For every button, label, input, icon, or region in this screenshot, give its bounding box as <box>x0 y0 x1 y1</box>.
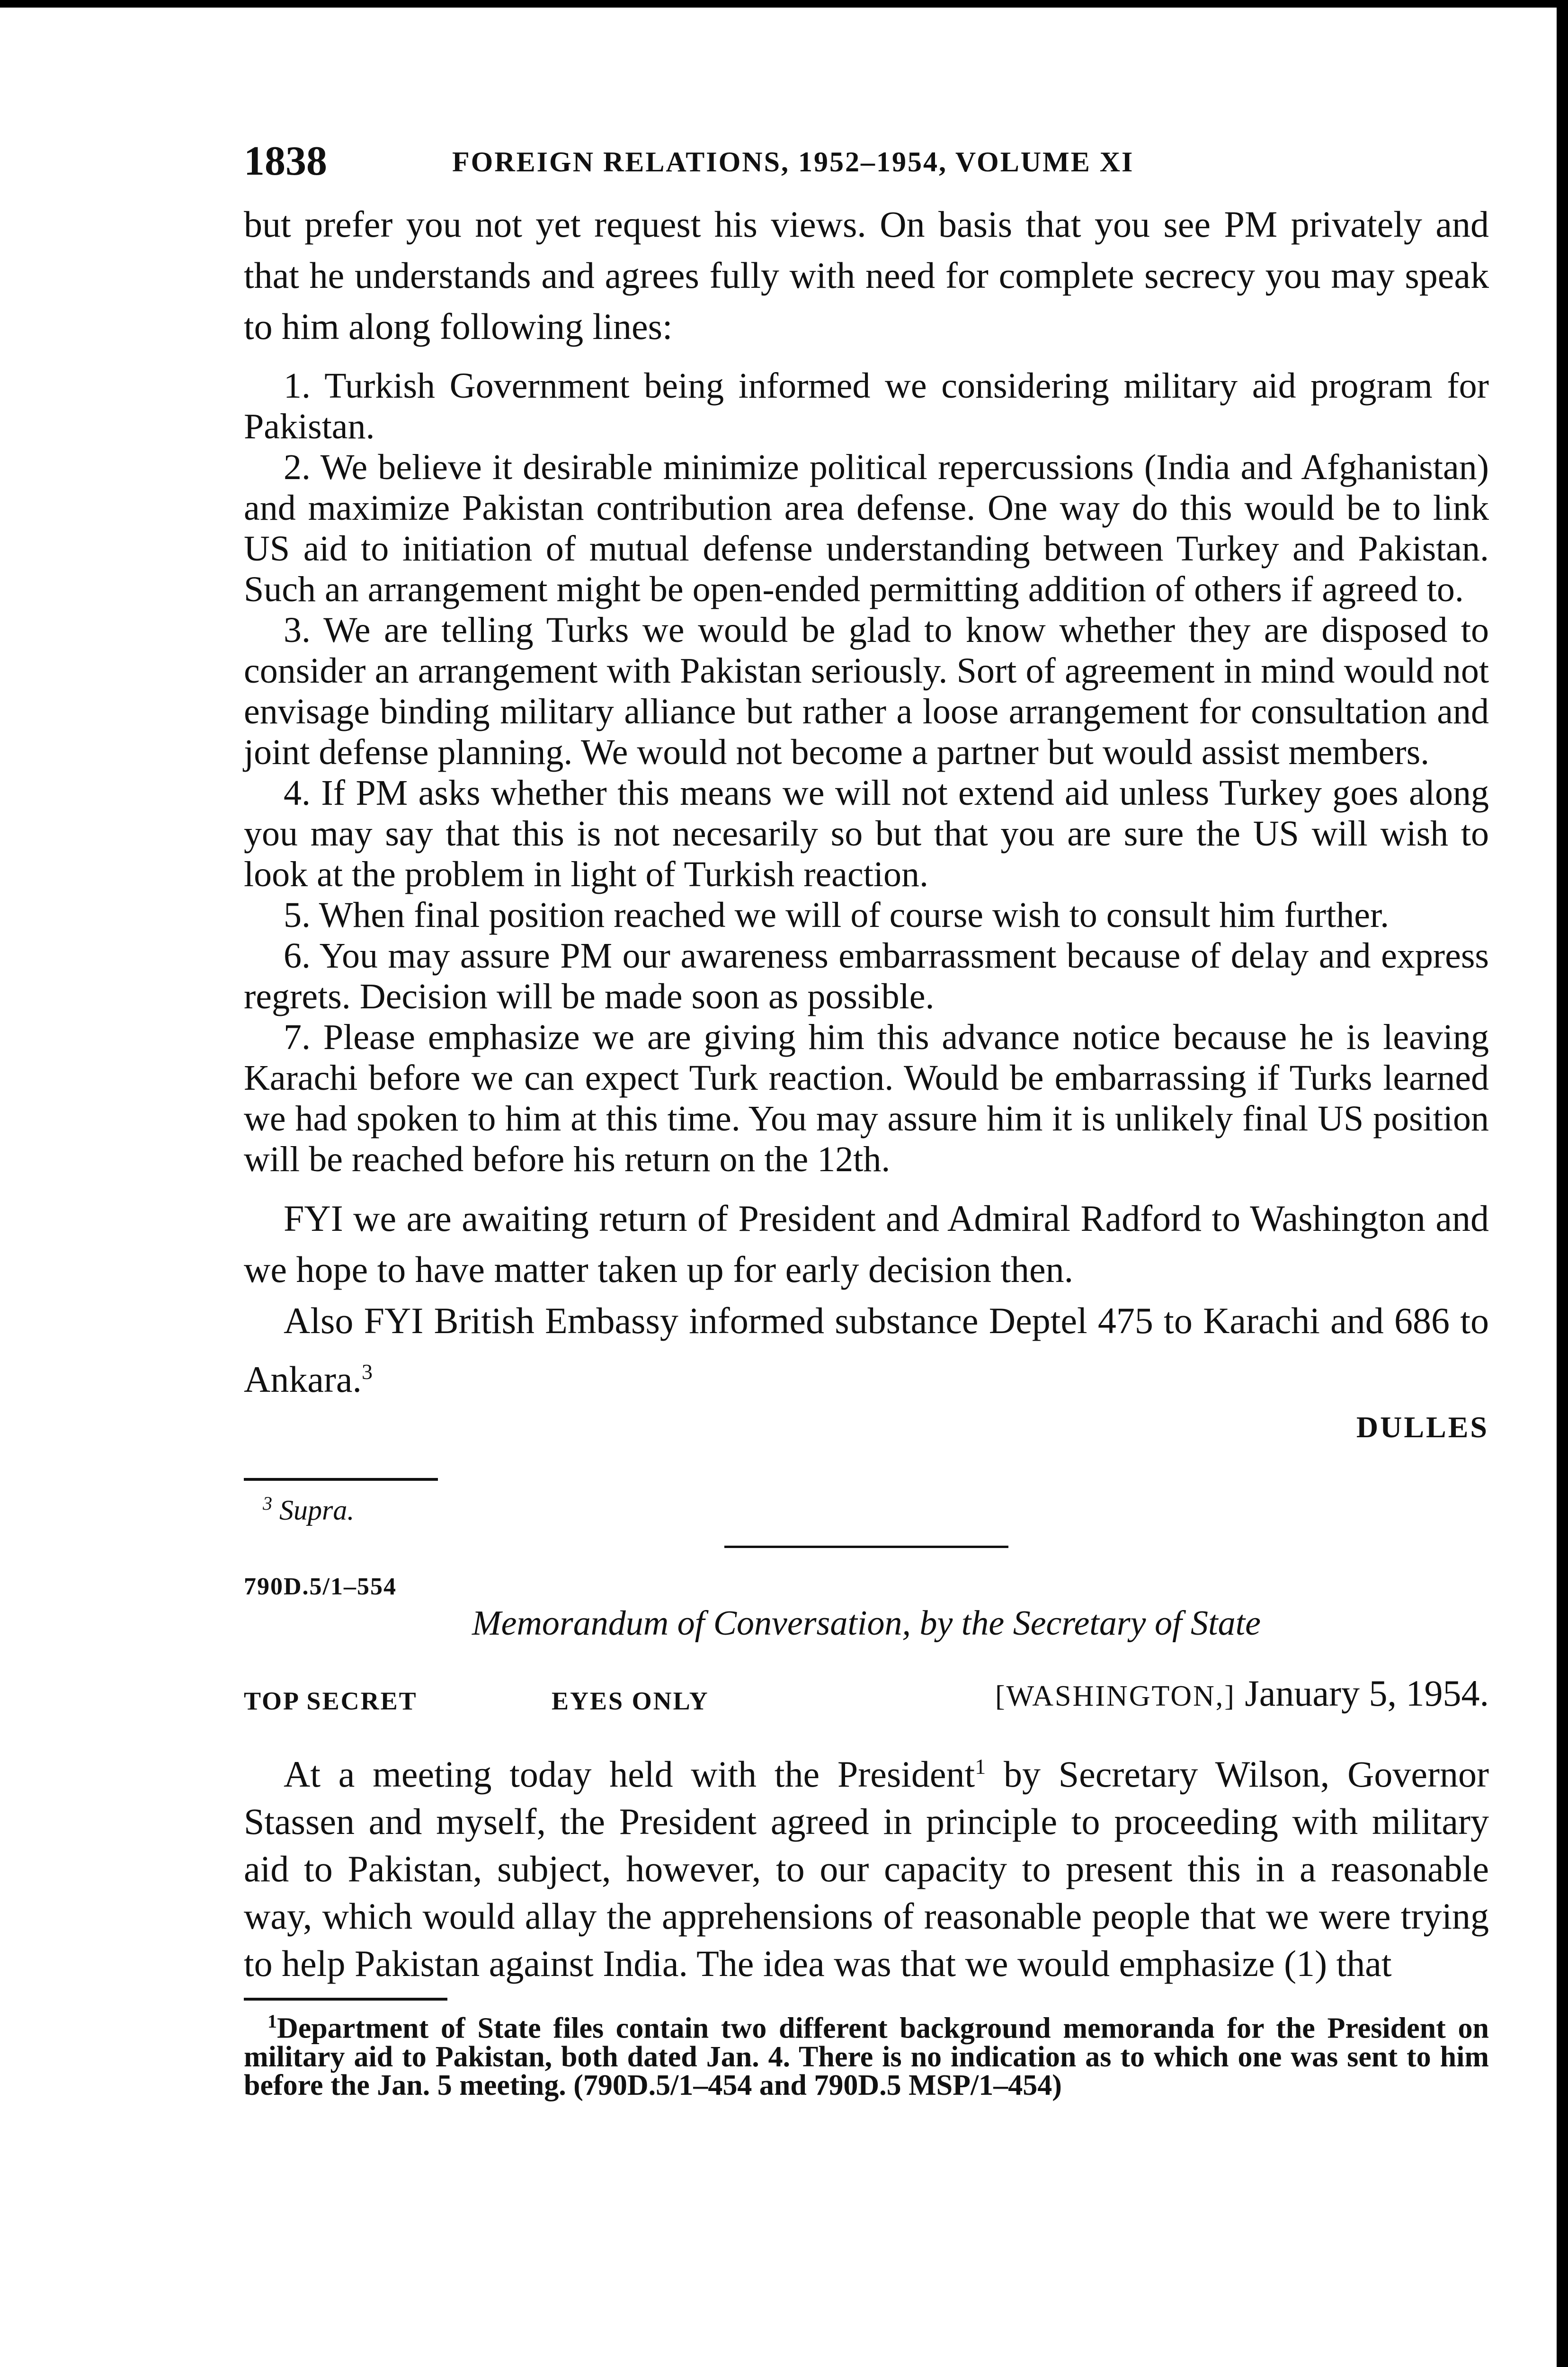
memo-body-text-2: by Secretary Wilson, Governor Stassen and myself, the President agreed in principle to proceeding with military aid to Pakistan, subject, however, to our capacity to present this in a reasonable way, which would allay the apprehensions of reasonable people that we were trying to help Pakistan against India. The idea was that we would emphasize (1) that <box>244 1753 1489 1984</box>
place: [WASHINGTON,] <box>995 1680 1236 1712</box>
footnote-divider <box>244 1998 447 2001</box>
memo-body <box>244 1743 1489 1987</box>
page-number: 1838 <box>244 138 327 184</box>
point-item: 3. We are telling Turks we would be glad to know whether they are disposed to consider an arrangement with Pakistan seriously. Sort of agreement in mind would not envisage binding military alliance but rather a loose arrangement for consultation and joint defense planning. We would not become a partner but would assist members. <box>244 610 1489 772</box>
point-item: 2. We believe it desirable minimize political repercussions (India and Afghanistan) and maximize Pakistan contribution area defense. One way do this would be to link US aid to initiation of mutual defense understanding between Turkey and Pakistan. Such an arrangement might be open-ended permitting addition of others if agreed to. <box>244 447 1489 609</box>
footnote-1 <box>244 2007 1489 2100</box>
running-head <box>244 128 1489 199</box>
footnote-3-text: Supra. <box>279 1495 355 1526</box>
footnote-ref-1: 1 <box>975 1754 986 1779</box>
page-content <box>244 128 1489 2100</box>
fyi-paragraph-2-text: Also FYI British Embassy informed substance Deptel 475 to Karachi and 686 to Ankara. <box>244 1300 1489 1400</box>
scan-border-top <box>0 0 1568 8</box>
point-item: 7. Please emphasize we are giving him this advance notice because he is leaving Karachi before we can expect Turk reaction. Would be embarrassing if Turks learned we had spoken to him at this time. You may assure him it is unlikely final US position will be reached before his return on the 12th. <box>244 1017 1489 1179</box>
footnote-3 <box>244 1492 1489 1527</box>
classification-label: TOP SECRET <box>244 1687 418 1715</box>
fyi-paragraph-1: FYI we are awaiting return of President and Admiral Radford to Washington and we hope to have matter taken up for early decision then. <box>244 1198 1489 1290</box>
point-item: 4. If PM asks whether this means we will not extend aid unless Turkey goes along you may say that this is not necesarily so but that you are sure the US will wish to look at the problem in light of Turkish reaction. <box>244 773 1489 894</box>
footnote-ref-3: 3 <box>362 1360 373 1384</box>
footnote-3-mark: 3 <box>263 1493 272 1514</box>
point-item: 5. When final position reached we will of course wish to consult him further. <box>284 895 1390 935</box>
signature: DULLES <box>1356 1410 1489 1444</box>
handling-label: EYES ONLY <box>552 1687 709 1715</box>
document-title: Memorandum of Conversation, by the Secretary of State <box>472 1604 1261 1643</box>
memo-header-line <box>244 1672 1489 1724</box>
date: January 5, 1954. <box>1245 1673 1489 1714</box>
point-item: 1. Turkish Government being informed we considering military aid program for Pakistan. <box>244 366 1489 446</box>
place-date <box>995 1672 1489 1715</box>
scan-border-right <box>1557 0 1568 2367</box>
telegram-points <box>244 365 1489 1180</box>
footnote-divider <box>244 1478 438 1481</box>
point-item: 6. You may assure PM our awareness embarrassment because of delay and express regrets. Decision will be made soon as possible. <box>244 936 1489 1016</box>
footnote-1-mark: 1 <box>267 2011 277 2032</box>
document-separator <box>724 1546 1008 1548</box>
telegram-opening: but prefer you not yet request his views. On basis that you see PM privately and that he understands and agrees fully with need for complete secrecy you may speak to him along following lines: <box>244 204 1489 347</box>
memo-body-text-1: At a meeting today held with the President <box>284 1753 975 1795</box>
running-title: FOREIGN RELATIONS, 1952–1954, VOLUME XI <box>452 146 1134 178</box>
fyi-paragraph-2 <box>244 1295 1489 1405</box>
footnote-1-text: Department of State files contain two different background memoranda for the President on military aid to Pakistan, both dated Jan. 4. There is no indication as to which one was sent to him before the Jan. 5 meeting. (790D.5/1–454 and 790D.5 MSP/1–454) <box>244 2012 1489 2101</box>
file-number: 790D.5/1–554 <box>244 1573 397 1600</box>
